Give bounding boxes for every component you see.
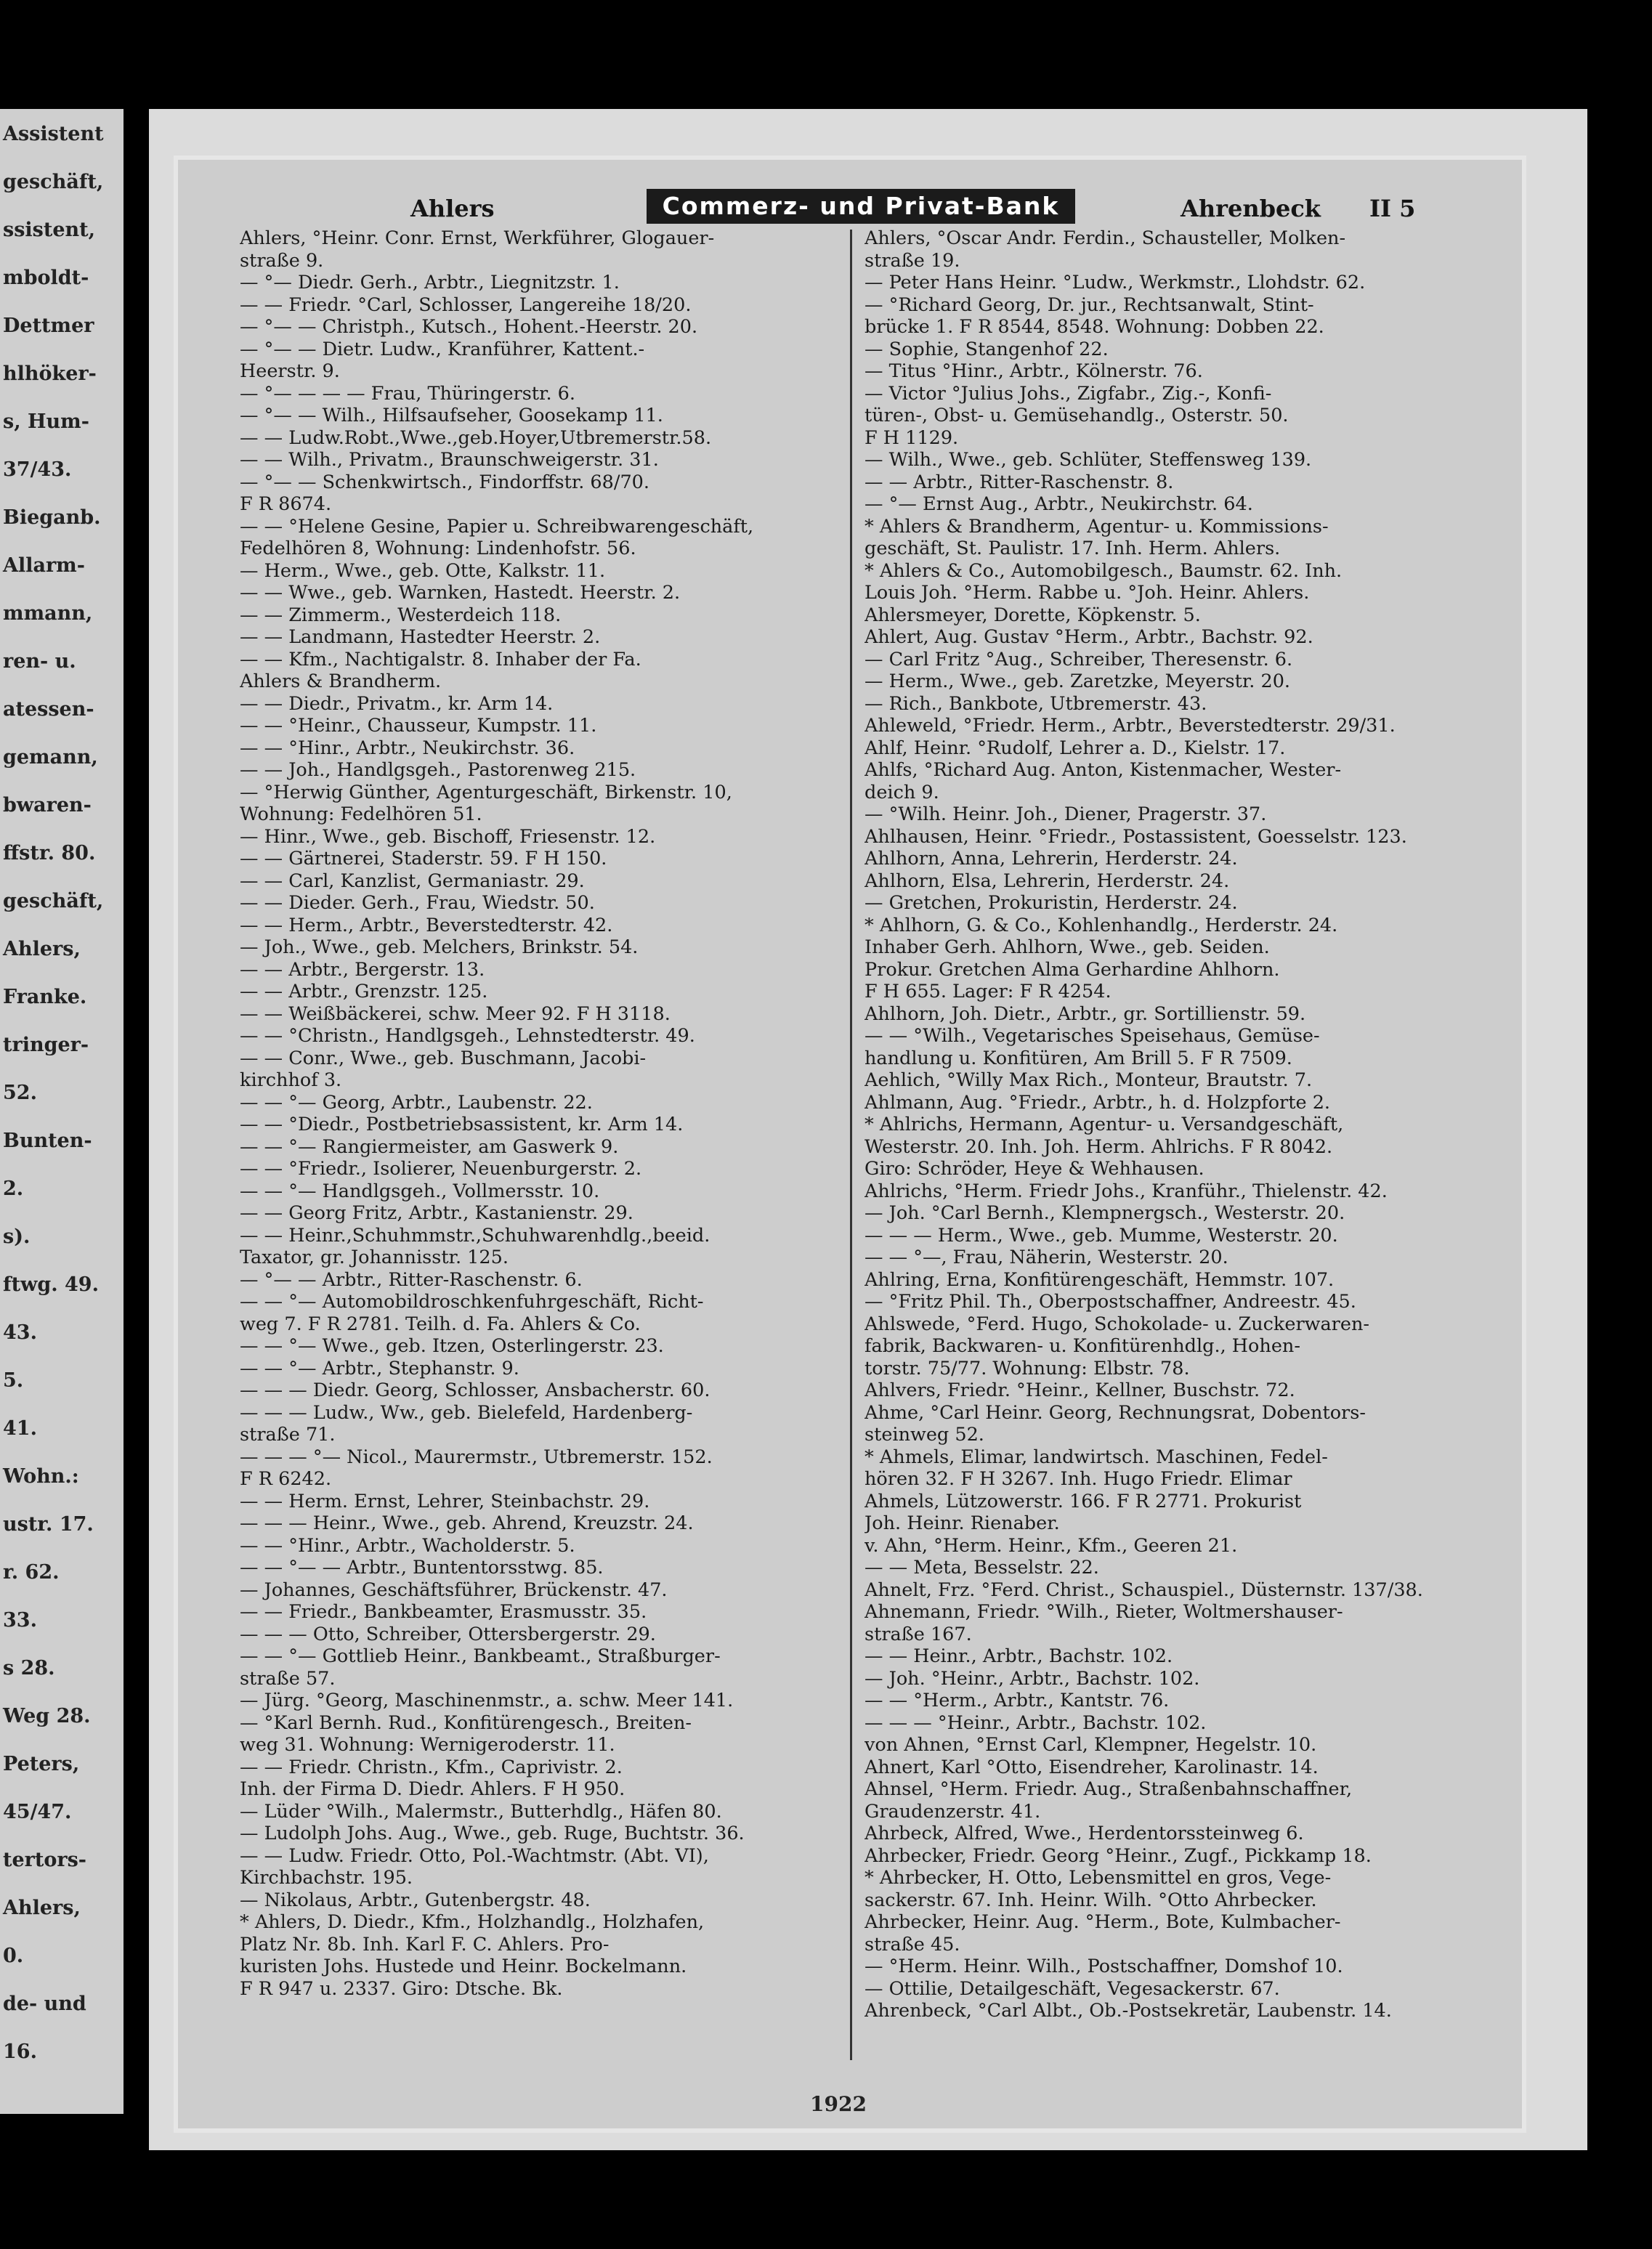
directory-entry-line: Ahlfs, °Richard Aug. Anton, Kistenmacher, Wester- bbox=[865, 759, 1342, 781]
directory-entry-line: — °Richard Georg, Dr. jur., Rechtsanwalt, Stint- bbox=[865, 293, 1314, 316]
directory-entry-line: Ahlers, °Oscar Andr. Ferdin., Schausteller, Molken- bbox=[865, 227, 1346, 249]
directory-entry-line: — — Heinr.,Schuhmmstr.,Schuhwarenhdlg.,beeid. bbox=[240, 1224, 710, 1247]
directory-entry-line: deich 9. bbox=[865, 781, 939, 803]
bank-advertisement-banner: Commerz- und Privat-Bank bbox=[647, 189, 1075, 224]
left-page-text-fragment: de- und bbox=[3, 1993, 86, 2015]
directory-entry-line: — °— — — — Frau, Thüringerstr. 6. bbox=[240, 382, 575, 405]
directory-entry-line: Ahnert, Karl °Otto, Eisendreher, Karolinastr. 14. bbox=[865, 1756, 1319, 1778]
directory-entry-line: — — °— Handlgsgeh., Vollmersstr. 10. bbox=[240, 1180, 600, 1202]
left-page-text-fragment: Peters, bbox=[3, 1753, 80, 1775]
left-column bbox=[240, 227, 835, 2065]
directory-entry-line: — — °— Georg, Arbtr., Laubenstr. 22. bbox=[240, 1091, 593, 1114]
directory-entry-line: Ahrbecker, Friedr. Georg °Heinr., Zugf., Pickkamp 18. bbox=[865, 1844, 1372, 1867]
left-page-text-fragment: 52. bbox=[3, 1082, 37, 1104]
left-page-text-fragment: ftwg. 49. bbox=[3, 1273, 99, 1296]
directory-entry-line: straße 19. bbox=[865, 249, 960, 272]
directory-entry-line: Ahrenbeck, °Carl Albt., Ob.-Postsekretär, Laubenstr. 14. bbox=[865, 2000, 1392, 2022]
directory-entry-line: — — Landmann, Hastedter Heerstr. 2. bbox=[240, 626, 601, 648]
left-page-text-fragment: Dettmer bbox=[3, 315, 94, 337]
left-page-text-fragment: atessen- bbox=[3, 698, 94, 721]
left-page-text-fragment: ffstr. 80. bbox=[3, 842, 96, 864]
left-page-text-fragment: 0. bbox=[3, 1945, 24, 1967]
directory-entry-line: — °— Ernst Aug., Arbtr., Neukirchstr. 64. bbox=[865, 493, 1253, 515]
directory-entry-line: — — °Helene Gesine, Papier u. Schreibwarengeschäft, bbox=[240, 515, 754, 538]
left-page-text-fragment: Allarm- bbox=[3, 554, 85, 577]
directory-entry-line: — — °— Automobildroschkenfuhrgeschäft, Richt- bbox=[240, 1291, 704, 1313]
header-left-keyword: Ahlers bbox=[410, 195, 495, 222]
directory-entry-line: — — — Otto, Schreiber, Ottersbergerstr. 29. bbox=[240, 1623, 656, 1645]
header-right-keyword: Ahrenbeck bbox=[1181, 195, 1321, 222]
directory-entry-line: — — — Herm., Wwe., geb. Mumme, Westerstr. 20. bbox=[865, 1224, 1338, 1247]
directory-entry-line: — — — °— Nicol., Maurermstr., Utbremerstr. 152. bbox=[240, 1446, 713, 1468]
directory-entry-line: v. Ahn, °Herm. Heinr., Kfm., Geeren 21. bbox=[865, 1534, 1238, 1557]
left-page-text-fragment: ustr. 17. bbox=[3, 1513, 94, 1536]
directory-entry-line: — — Herm., Arbtr., Beverstedterstr. 42. bbox=[240, 914, 613, 936]
directory-entry-line: — °Fritz Phil. Th., Oberpostschaffner, Andreestr. 45. bbox=[865, 1291, 1356, 1313]
directory-entry-line: — °Herm. Heinr. Wilh., Postschaffner, Domshof 10. bbox=[865, 1956, 1343, 1977]
directory-entry-line: sackerstr. 67. Inh. Heinr. Wilh. °Otto Ahrbecker. bbox=[865, 1889, 1317, 1911]
directory-entry-line: Aehlich, °Willy Max Rich., Monteur, Brautstr. 7. bbox=[865, 1069, 1313, 1091]
directory-entry-line: — Victor °Julius Johs., Zigfabr., Zig.-, Konfi- bbox=[865, 382, 1272, 405]
directory-entry-line: — °— Diedr. Gerh., Arbtr., Liegnitzstr. 1. bbox=[240, 272, 620, 293]
directory-entry-line: Ahnemann, Friedr. °Wilh., Rieter, Woltmershauser- bbox=[865, 1601, 1343, 1623]
directory-entry-line: — — °Friedr., Isolierer, Neuenburgerstr. 2. bbox=[240, 1158, 642, 1180]
left-page-text-fragment: Weg 28. bbox=[3, 1705, 91, 1727]
directory-entry-line: — Sophie, Stangenhof 22. bbox=[865, 338, 1109, 360]
directory-entry-line: — — — °Heinr., Arbtr., Bachstr. 102. bbox=[865, 1711, 1207, 1734]
directory-entry-line: kirchhof 3. bbox=[240, 1069, 342, 1091]
directory-entry-line: — Rich., Bankbote, Utbremerstr. 43. bbox=[865, 692, 1207, 715]
directory-entry-line: — — Zimmerm., Westerdeich 118. bbox=[240, 604, 562, 626]
directory-entry-line: — — °— Rangiermeister, am Gaswerk 9. bbox=[240, 1135, 619, 1158]
directory-entry-line: — — °Heinr., Chausseur, Kumpstr. 11. bbox=[240, 715, 597, 737]
directory-entry-line: — °— — Schenkwirtsch., Findorffstr. 68/70. bbox=[240, 471, 650, 493]
directory-entry-line: Taxator, gr. Johannisstr. 125. bbox=[240, 1247, 509, 1268]
left-page-text-fragment: s 28. bbox=[3, 1657, 55, 1679]
directory-entry-line: straße 57. bbox=[240, 1667, 336, 1690]
directory-page bbox=[178, 160, 1522, 2128]
left-page-text-fragment: hlhöker- bbox=[3, 362, 97, 385]
directory-entry-line: Graudenzerstr. 41. bbox=[865, 1800, 1041, 1823]
directory-entry-line: F R 8674. bbox=[240, 493, 332, 515]
directory-entry-line: Ahlers & Brandherm. bbox=[240, 670, 442, 692]
directory-entry-line: — °Herwig Günther, Agenturgeschäft, Birkenstr. 10, bbox=[240, 781, 732, 803]
directory-entry-line: — Lüder °Wilh., Malermstr., Butterhdlg., Häfen 80. bbox=[240, 1800, 722, 1823]
page-year: 1922 bbox=[810, 2092, 867, 2116]
directory-entry-line: — Titus °Hinr., Arbtr., Kölnerstr. 76. bbox=[865, 360, 1203, 382]
directory-entry-line: — — Ludw.Robt.,Wwe.,geb.Hoyer,Utbremerstr.58. bbox=[240, 426, 712, 449]
directory-entry-line: — — Diedr., Privatm., kr. Arm 14. bbox=[240, 692, 554, 715]
directory-entry-line: * Ahrbecker, H. Otto, Lebensmittel en gros, Vege- bbox=[865, 1867, 1332, 1889]
directory-entry-line: — — °Wilh., Vegetarisches Speisehaus, Gemüse- bbox=[865, 1025, 1320, 1047]
directory-entry-line: — °Wilh. Heinr. Joh., Diener, Pragerstr. 37. bbox=[865, 803, 1267, 825]
directory-entry-line: straße 9. bbox=[240, 249, 324, 272]
directory-entry-line: — °— — Arbtr., Ritter-Raschenstr. 6. bbox=[240, 1268, 583, 1291]
left-page-text-fragment: tertors- bbox=[3, 1849, 86, 1871]
left-page-text-fragment: geschäft, bbox=[3, 890, 104, 912]
directory-entry-line: weg 31. Wohnung: Wernigeroderstr. 11. bbox=[240, 1734, 615, 1756]
directory-entry-line: von Ahnen, °Ernst Carl, Klempner, Hegelstr. 10. bbox=[865, 1734, 1317, 1756]
left-page-text-fragment: gemann, bbox=[3, 746, 98, 769]
directory-entry-line: — — Herm. Ernst, Lehrer, Steinbachstr. 29. bbox=[240, 1490, 650, 1512]
directory-entry-line: F R 947 u. 2337. Giro: Dtsche. Bk. bbox=[240, 1977, 563, 2000]
directory-entry-line: — Wilh., Wwe., geb. Schlüter, Steffensweg 139. bbox=[865, 449, 1312, 471]
directory-entry-line: hören 32. F H 3267. Inh. Hugo Friedr. Elimar bbox=[865, 1468, 1292, 1490]
directory-entry-line: Ahlersmeyer, Dorette, Köpkenstr. 5. bbox=[865, 604, 1201, 626]
left-page-text-fragment: Bieganb. bbox=[3, 506, 101, 529]
directory-entry-line: * Ahlers, D. Diedr., Kfm., Holzhandlg., Holzhafen, bbox=[240, 1911, 705, 1933]
left-page-text-fragment: ren- u. bbox=[3, 650, 76, 673]
directory-entry-line: handlung u. Konfitüren, Am Brill 5. F R 7509. bbox=[865, 1047, 1292, 1069]
left-page-text-fragment: Ahlers, bbox=[3, 938, 81, 960]
left-page-text-fragment: Wohn.: bbox=[3, 1465, 79, 1488]
directory-entry-line: — — Weißbäckerei, schw. Meer 92. F H 3118. bbox=[240, 1002, 671, 1025]
directory-entry-line: Giro: Schröder, Heye & Wehhausen. bbox=[865, 1158, 1204, 1180]
directory-entry-line: Ahlvers, Friedr. °Heinr., Kellner, Buschstr. 72. bbox=[865, 1379, 1295, 1401]
column-divider bbox=[850, 230, 852, 2060]
left-page-text-fragment: 2. bbox=[3, 1178, 24, 1200]
directory-entry-line: Fedelhören 8, Wohnung: Lindenhofstr. 56. bbox=[240, 538, 636, 559]
directory-entry-line: — — °— — Arbtr., Buntentorsstwg. 85. bbox=[240, 1557, 604, 1579]
directory-entry-line: — — — Ludw., Ww., geb. Bielefeld, Hardenberg- bbox=[240, 1401, 693, 1424]
directory-entry-line: Heerstr. 9. bbox=[240, 360, 340, 382]
left-page-text-fragment: Bunten- bbox=[3, 1130, 92, 1152]
directory-entry-line: Wohnung: Fedelhören 51. bbox=[240, 803, 482, 825]
left-page-text-fragment: 16. bbox=[3, 2041, 37, 2063]
directory-entry-line: — — Kfm., Nachtigalstr. 8. Inhaber der Fa. bbox=[240, 648, 641, 670]
directory-entry-line: Inh. der Firma D. Diedr. Ahlers. F H 950. bbox=[240, 1778, 625, 1800]
directory-entry-line: Ahlf, Heinr. °Rudolf, Lehrer a. D., Kielstr. 17. bbox=[865, 737, 1286, 759]
directory-entry-line: Ahnsel, °Herm. Friedr. Aug., Straßenbahnschaffner, bbox=[865, 1778, 1353, 1800]
directory-entry-line: — Gretchen, Prokuristin, Herderstr. 24. bbox=[865, 892, 1238, 914]
directory-entry-line: — °— — Wilh., Hilfsaufseher, Goosekamp 11. bbox=[240, 405, 663, 426]
directory-entry-line: — Joh. °Carl Bernh., Klempnergsch., Westerstr. 20. bbox=[865, 1202, 1345, 1224]
left-page-text-fragment: 37/43. bbox=[3, 458, 72, 481]
left-page-text-fragment: Franke. bbox=[3, 986, 87, 1008]
left-page-text-fragment: tringer- bbox=[3, 1034, 89, 1056]
directory-entry-line: geschäft, St. Paulistr. 17. Inh. Herm. Ahlers. bbox=[865, 538, 1281, 559]
directory-entry-line: — — Arbtr., Grenzstr. 125. bbox=[240, 981, 488, 1002]
directory-entry-line: — — °— Wwe., geb. Itzen, Osterlingerstr. 23. bbox=[240, 1335, 664, 1357]
directory-entry-line: — — Ludw. Friedr. Otto, Pol.-Wachtmstr. (Abt. VI), bbox=[240, 1844, 709, 1867]
directory-entry-line: — — Friedr., Bankbeamter, Erasmusstr. 35. bbox=[240, 1601, 647, 1623]
directory-entry-line: Ahrbeck, Alfred, Wwe., Herdentorssteinweg 6. bbox=[865, 1823, 1304, 1844]
left-page-text-fragment: Assistent bbox=[3, 123, 104, 145]
directory-entry-line: Ahlswede, °Ferd. Hugo, Schokolade- u. Zuckerwaren- bbox=[865, 1313, 1369, 1335]
directory-entry-line: — Herm., Wwe., geb. Zaretzke, Meyerstr. 20. bbox=[865, 670, 1291, 692]
directory-entry-line: straße 167. bbox=[865, 1623, 972, 1645]
directory-entry-line: straße 45. bbox=[865, 1933, 960, 1956]
directory-entry-line: Ahlmann, Aug. °Friedr., Arbtr., h. d. Holzpforte 2. bbox=[865, 1091, 1331, 1114]
directory-entry-line: — — °Christn., Handlgsgeh., Lehnstedterstr. 49. bbox=[240, 1025, 695, 1047]
directory-entry-line: kuristen Johs. Hustede und Heinr. Bockelmann. bbox=[240, 1956, 687, 1977]
directory-entry-line: — — — Heinr., Wwe., geb. Ahrend, Kreuzstr. 24. bbox=[240, 1512, 694, 1534]
directory-entry-line: — — °Herm., Arbtr., Kantstr. 76. bbox=[865, 1690, 1170, 1711]
directory-entry-line: — — Meta, Besselstr. 22. bbox=[865, 1557, 1099, 1579]
directory-entry-line: Ahmels, Lützowerstr. 166. F R 2771. Prokurist bbox=[865, 1490, 1302, 1512]
directory-entry-line: Ahleweld, °Friedr. Herm., Arbtr., Beverstedterstr. 29/31. bbox=[865, 715, 1396, 737]
directory-entry-line: — — Arbtr., Ritter-Raschenstr. 8. bbox=[865, 471, 1174, 493]
left-page-text-fragment: r. 62. bbox=[3, 1561, 60, 1584]
directory-entry-line: * Ahlers & Co., Automobilgesch., Baumstr. 62. Inh. bbox=[865, 559, 1343, 582]
directory-entry-line: — Ottilie, Detailgeschäft, Vegesackerstr. 67. bbox=[865, 1977, 1280, 2000]
directory-entry-line: steinweg 52. bbox=[865, 1424, 984, 1446]
directory-entry-line: torstr. 75/77. Wohnung: Elbstr. 78. bbox=[865, 1357, 1190, 1379]
directory-entry-line: — Joh. °Heinr., Arbtr., Bachstr. 102. bbox=[865, 1667, 1200, 1690]
directory-entry-line: Platz Nr. 8b. Inh. Karl F. C. Ahlers. Pro- bbox=[240, 1933, 610, 1956]
directory-entry-line: — — °—, Frau, Näherin, Westerstr. 20. bbox=[865, 1247, 1228, 1268]
left-page-text-fragment: bwaren- bbox=[3, 794, 92, 816]
directory-entry-line: — — Wilh., Privatm., Braunschweigerstr. 31. bbox=[240, 449, 659, 471]
directory-entry-line: weg 7. F R 2781. Teilh. d. Fa. Ahlers & Co. bbox=[240, 1313, 641, 1335]
directory-entry-line: Ahrbecker, Heinr. Aug. °Herm., Bote, Kulmbacher- bbox=[865, 1911, 1341, 1933]
directory-entry-line: * Ahlhorn, G. & Co., Kohlenhandlg., Herderstr. 24. bbox=[865, 914, 1338, 936]
directory-entry-line: Ahlring, Erna, Konfitürengeschäft, Hemmstr. 107. bbox=[865, 1268, 1335, 1291]
directory-entry-line: — — Arbtr., Bergerstr. 13. bbox=[240, 958, 485, 981]
directory-entry-line: — — Wwe., geb. Warnken, Hastedt. Heerstr. 2. bbox=[240, 582, 681, 604]
header-page-ref: II 5 bbox=[1369, 195, 1416, 222]
directory-entry-line: — — Heinr., Arbtr., Bachstr. 102. bbox=[865, 1645, 1173, 1667]
directory-entry-line: — — — Diedr. Georg, Schlosser, Ansbacherstr. 60. bbox=[240, 1379, 710, 1401]
left-page-text-fragment: ssistent, bbox=[3, 219, 96, 241]
directory-entry-line: Ahlert, Aug. Gustav °Herm., Arbtr., Bachstr. 92. bbox=[865, 626, 1313, 648]
directory-entry-line: Kirchbachstr. 195. bbox=[240, 1867, 413, 1889]
directory-entry-line: — — °Diedr., Postbetriebsassistent, kr. Arm 14. bbox=[240, 1114, 684, 1135]
directory-entry-line: * Ahmels, Elimar, landwirtsch. Maschinen, Fedel- bbox=[865, 1446, 1328, 1468]
directory-entry-line: — — Dieder. Gerh., Frau, Wiedstr. 50. bbox=[240, 892, 595, 914]
directory-entry-line: — — °Hinr., Arbtr., Wacholderstr. 5. bbox=[240, 1534, 575, 1557]
directory-entry-line: Westerstr. 20. Inh. Joh. Herm. Ahlrichs. F R 8042. bbox=[865, 1135, 1333, 1158]
directory-entry-line: — Hinr., Wwe., geb. Bischoff, Friesenstr. 12. bbox=[240, 825, 656, 848]
directory-entry-line: — — °— Gottlieb Heinr., Bankbeamt., Straßburger- bbox=[240, 1645, 721, 1667]
directory-entry-line: Inhaber Gerh. Ahlhorn, Wwe., geb. Seiden. bbox=[865, 936, 1270, 958]
directory-entry-line: Ahlrichs, °Herm. Friedr Johs., Kranführ., Thielenstr. 42. bbox=[865, 1180, 1388, 1202]
directory-entry-line: — — °Hinr., Arbtr., Neukirchstr. 36. bbox=[240, 737, 575, 759]
left-page-text-fragment: 33. bbox=[3, 1609, 37, 1632]
directory-entry-line: F H 1129. bbox=[865, 426, 959, 449]
left-page-fragment bbox=[0, 109, 124, 2114]
left-page-text-fragment: geschäft, bbox=[3, 171, 104, 193]
directory-entry-line: Ahlhorn, Elsa, Lehrerin, Herderstr. 24. bbox=[865, 870, 1230, 892]
directory-entry-line: — Carl Fritz °Aug., Schreiber, Theresenstr. 6. bbox=[865, 648, 1293, 670]
left-page-text-fragment: 5. bbox=[3, 1369, 24, 1392]
directory-entry-line: Ahnelt, Frz. °Ferd. Christ., Schauspiel., Düsternstr. 137/38. bbox=[865, 1579, 1423, 1601]
left-page-text-fragment: mboldt- bbox=[3, 267, 89, 289]
directory-entry-line: — Nikolaus, Arbtr., Gutenbergstr. 48. bbox=[240, 1889, 591, 1911]
directory-entry-line: — °Karl Bernh. Rud., Konfitürengesch., Breiten- bbox=[240, 1711, 692, 1734]
directory-entry-line: Ahlhorn, Joh. Dietr., Arbtr., gr. Sortillienstr. 59. bbox=[865, 1002, 1306, 1025]
directory-entry-line: — — Friedr. Christn., Kfm., Caprivistr. 2. bbox=[240, 1756, 623, 1778]
right-column bbox=[865, 227, 1460, 2065]
directory-entry-line: Ahlhorn, Anna, Lehrerin, Herderstr. 24. bbox=[865, 848, 1238, 870]
directory-entry-line: Louis Joh. °Herm. Rabbe u. °Joh. Heinr. Ahlers. bbox=[865, 582, 1310, 604]
directory-entry-line: — — °— Arbtr., Stephanstr. 9. bbox=[240, 1357, 519, 1379]
directory-entry-line: * Ahlrichs, Hermann, Agentur- u. Versandgeschäft, bbox=[865, 1114, 1344, 1135]
directory-entry-line: fabrik, Backwaren- u. Konfitürenhdlg., Hohen- bbox=[865, 1335, 1300, 1357]
directory-entry-line: Ahlhausen, Heinr. °Friedr., Postassistent, Goesselstr. 123. bbox=[865, 825, 1407, 848]
directory-entry-line: — — Georg Fritz, Arbtr., Kastanienstr. 29. bbox=[240, 1202, 633, 1224]
directory-entry-line: — — Gärtnerei, Staderstr. 59. F H 150. bbox=[240, 848, 607, 870]
directory-entry-line: Prokur. Gretchen Alma Gerhardine Ahlhorn. bbox=[865, 958, 1280, 981]
directory-entry-line: — °— — Christph., Kutsch., Hohent.-Heerstr. 20. bbox=[240, 316, 698, 338]
directory-entry-line: — °— — Dietr. Ludw., Kranführer, Kattent.- bbox=[240, 338, 645, 360]
left-page-text-fragment: 43. bbox=[3, 1321, 37, 1344]
directory-entry-line: F R 6242. bbox=[240, 1468, 332, 1490]
directory-entry-line: Ahlers, °Heinr. Conr. Ernst, Werkführer, Glogauer- bbox=[240, 227, 715, 249]
directory-entry-line: — Joh., Wwe., geb. Melchers, Brinkstr. 54. bbox=[240, 936, 639, 958]
directory-entry-line: — Peter Hans Heinr. °Ludw., Werkmstr., Llohdstr. 62. bbox=[865, 272, 1366, 293]
directory-entry-line: — Ludolph Johs. Aug., Wwe., geb. Ruge, Buchtstr. 36. bbox=[240, 1823, 745, 1844]
left-page-text-fragment: mmann, bbox=[3, 602, 93, 625]
directory-entry-line: Ahme, °Carl Heinr. Georg, Rechnungsrat, Dobentors- bbox=[865, 1401, 1366, 1424]
directory-entry-line: — Jürg. °Georg, Maschinenmstr., a. schw. Meer 141. bbox=[240, 1690, 734, 1711]
left-page-text-fragment: 45/47. bbox=[3, 1801, 72, 1823]
left-page-text-fragment: 41. bbox=[3, 1417, 37, 1440]
directory-entry-line: Joh. Heinr. Rienaber. bbox=[865, 1512, 1060, 1534]
directory-entry-line: straße 71. bbox=[240, 1424, 336, 1446]
directory-entry-line: brücke 1. F R 8544, 8548. Wohnung: Dobben 22. bbox=[865, 316, 1324, 338]
left-page-text-fragment: s, Hum- bbox=[3, 410, 89, 433]
directory-entry-line: — Herm., Wwe., geb. Otte, Kalkstr. 11. bbox=[240, 559, 606, 582]
directory-entry-line: — — Friedr. °Carl, Schlosser, Langereihe 18/20. bbox=[240, 293, 692, 316]
directory-entry-line: F H 655. Lager: F R 4254. bbox=[865, 981, 1112, 1002]
left-page-text-fragment: Ahlers, bbox=[3, 1897, 81, 1919]
left-page-text-fragment: s). bbox=[3, 1225, 31, 1248]
directory-entry-line: — Johannes, Geschäftsführer, Brückenstr. 47. bbox=[240, 1579, 668, 1601]
directory-entry-line: * Ahlers & Brandherm, Agentur- u. Kommissions- bbox=[865, 515, 1329, 538]
directory-entry-line: — — Conr., Wwe., geb. Buschmann, Jacobi- bbox=[240, 1047, 647, 1069]
directory-entry-line: — — Carl, Kanzlist, Germaniastr. 29. bbox=[240, 870, 585, 892]
directory-entry-line: — — Joh., Handlgsgeh., Pastorenweg 215. bbox=[240, 759, 636, 781]
directory-entry-line: türen-, Obst- u. Gemüsehandlg., Osterstr. 50. bbox=[865, 405, 1289, 426]
